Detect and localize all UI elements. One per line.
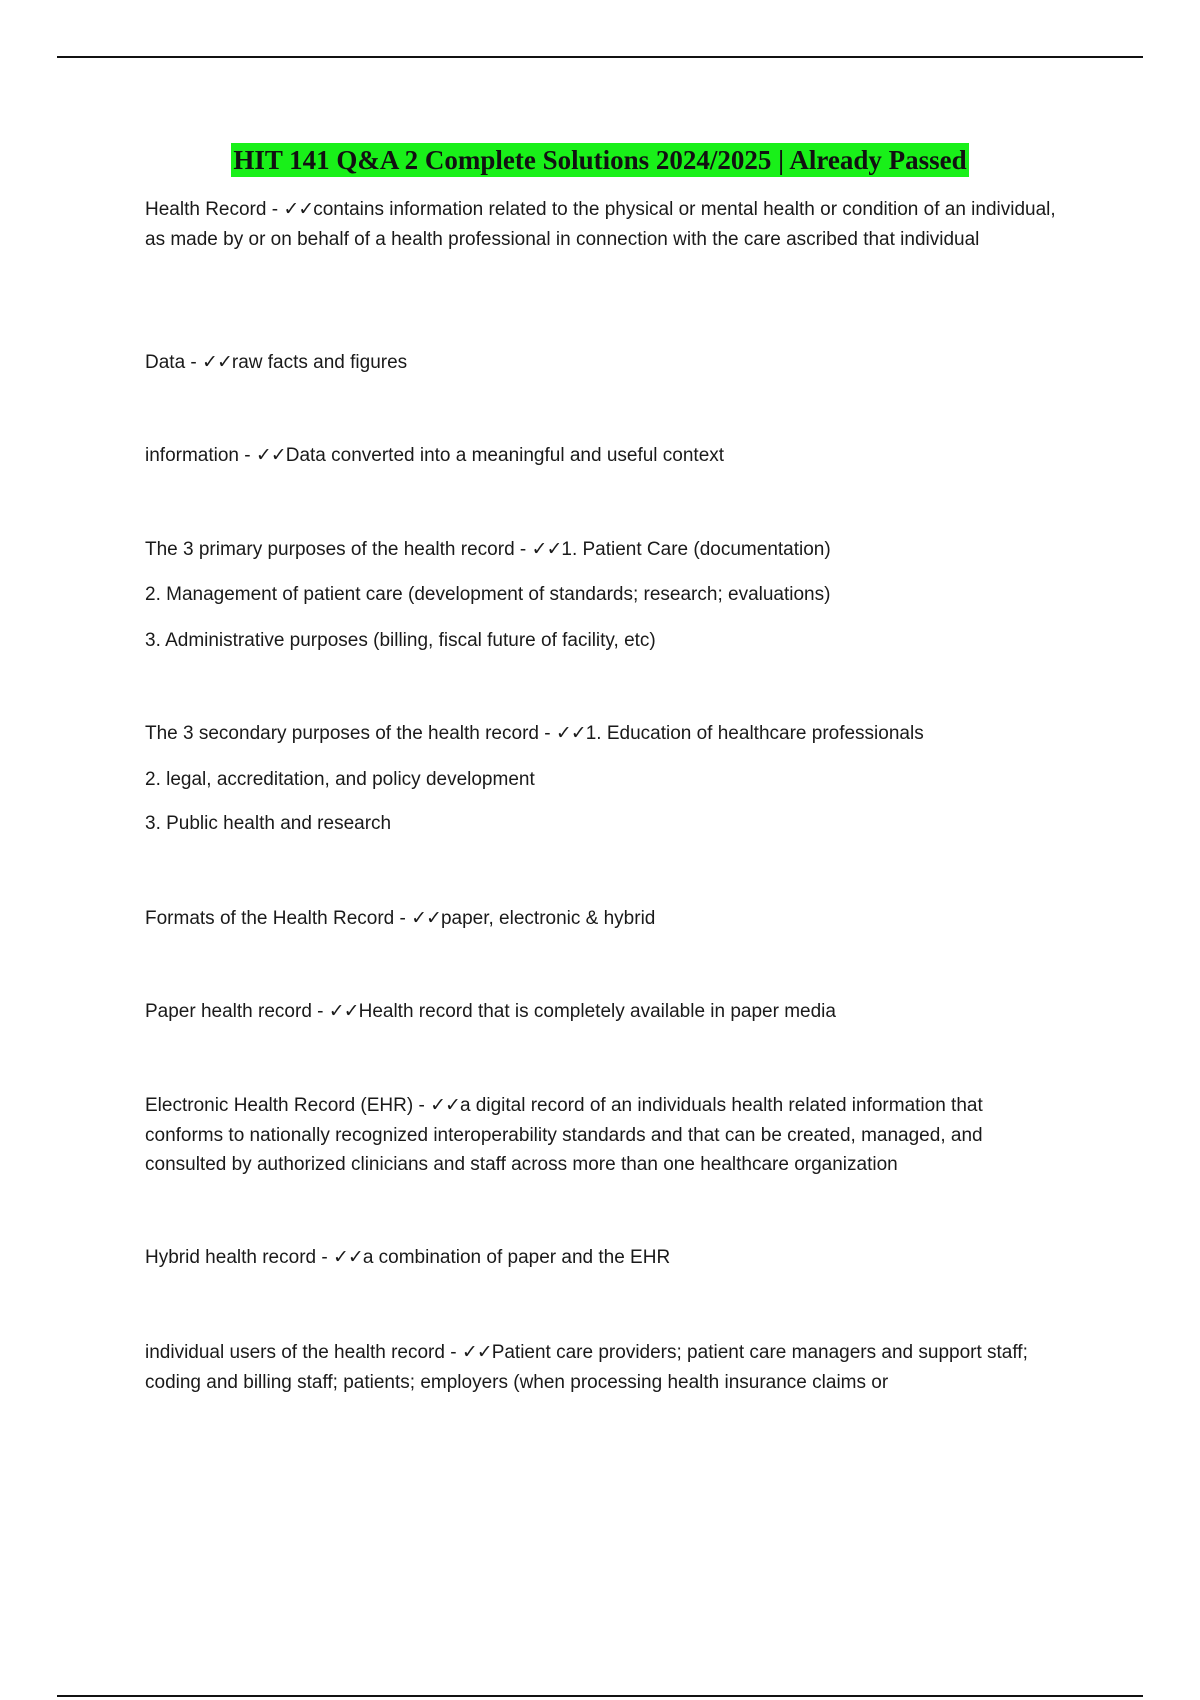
qa-entry-secondary-purposes	[145, 719, 1065, 749]
qa-answer: 1. Education of healthcare professionals	[585, 723, 924, 744]
qa-entry-health-record	[145, 195, 1065, 254]
double-check-icon: ✓✓	[283, 198, 314, 220]
double-check-icon: ✓✓	[430, 1094, 460, 1116]
double-check-icon: ✓✓	[202, 351, 232, 373]
document-title: HIT 141 Q&A 2 Complete Solutions 2024/2025 | Already Passed	[233, 145, 967, 175]
qa-entry-paper-record	[145, 997, 1065, 1027]
qa-list-line: 2. Management of patient care (development of standards; research; evaluations)	[145, 584, 831, 605]
qa-answer: Health record that is completely available in paper media	[358, 1001, 836, 1022]
qa-entry-individual-users	[145, 1338, 1065, 1397]
qa-entry-ehr	[145, 1091, 1065, 1180]
double-check-icon: ✓✓	[332, 1246, 363, 1268]
qa-list-line: 3. Public health and research	[145, 813, 392, 834]
qa-term: Paper health record -	[145, 1001, 329, 1022]
qa-entry-primary-purposes	[145, 535, 1065, 565]
double-check-icon: ✓✓	[328, 1000, 359, 1022]
qa-term: Data -	[145, 352, 203, 373]
double-check-icon: ✓✓	[255, 444, 286, 466]
qa-term: Health Record -	[145, 199, 284, 220]
qa-list-line: 2. legal, accreditation, and policy development	[145, 769, 535, 790]
qa-term: Electronic Health Record (EHR) -	[145, 1095, 431, 1116]
qa-answer: contains information related to the physical or mental health or condition of an individual, as made by or on behalf of a health professional in connection with the care ascribed that individual	[145, 199, 1056, 250]
double-check-icon: ✓✓	[411, 907, 441, 929]
qa-answer: a combination of paper and the EHR	[362, 1247, 671, 1268]
top-rule	[57, 56, 1143, 58]
qa-answer: Patient care providers; patient care managers and support staff; coding and billing staff; patients; employers (when processing health insurance claims or	[145, 1342, 1028, 1393]
qa-answer: 1. Patient Care (documentation)	[561, 539, 831, 560]
double-check-icon: ✓✓	[531, 538, 562, 560]
qa-answer: paper, electronic & hybrid	[440, 908, 656, 929]
qa-answer: Data converted into a meaningful and useful context	[285, 445, 725, 466]
qa-term: individual users of the health record -	[145, 1342, 462, 1363]
qa-answer: raw facts and figures	[231, 352, 408, 373]
qa-answer: a digital record of an individuals health related information that conforms to nationally recognized interoperability standards and that can be created, managed, and consulted by authorized clinicians and staff across more than one healthcare organization	[145, 1095, 983, 1175]
bottom-rule	[57, 1695, 1143, 1697]
qa-term: Formats of the Health Record -	[145, 908, 412, 929]
qa-list-line: 3. Administrative purposes (billing, fiscal future of facility, etc)	[145, 630, 656, 651]
title-wrap	[0, 143, 1200, 177]
qa-entry-information	[145, 441, 1065, 471]
double-check-icon: ✓✓	[555, 722, 586, 744]
qa-term: information -	[145, 445, 256, 466]
qa-entry-data	[145, 348, 1065, 378]
qa-term: Hybrid health record -	[145, 1247, 333, 1268]
qa-term: The 3 primary purposes of the health record -	[145, 539, 532, 560]
qa-entry-formats	[145, 904, 1065, 934]
qa-entry-hybrid-record	[145, 1243, 1065, 1273]
double-check-icon: ✓✓	[461, 1341, 492, 1363]
qa-term: The 3 secondary purposes of the health record -	[145, 723, 556, 744]
